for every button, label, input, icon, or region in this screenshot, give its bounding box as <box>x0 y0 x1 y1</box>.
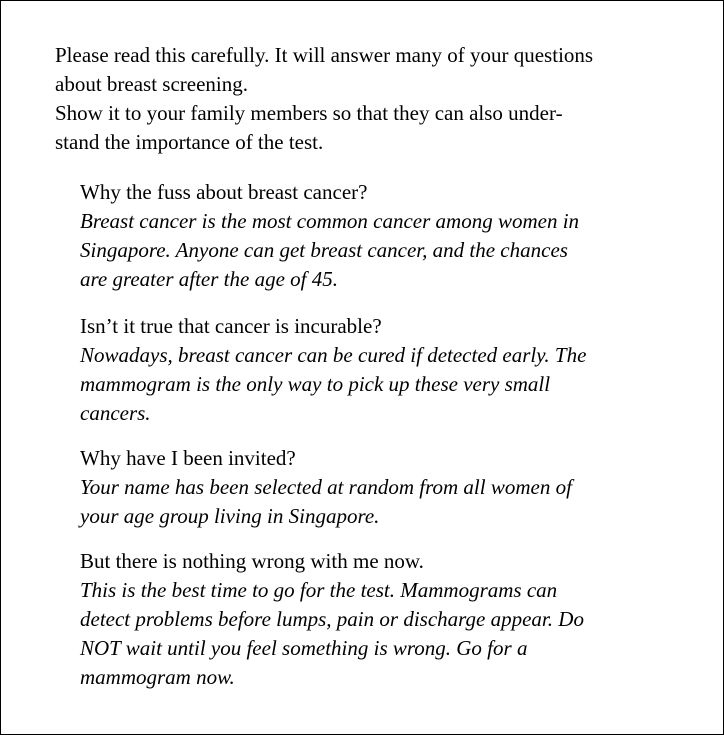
faq-answer-line: your age group living in Singapore. <box>80 504 380 528</box>
faq-answer-line: Nowadays, breast cancer can be cured if detected early. The <box>80 343 587 367</box>
intro-line: Please read this carefully. It will answer many of your questions <box>55 43 594 67</box>
faq-answer-line: are greater after the age of 45. <box>80 267 338 291</box>
faq-answer-line: NOT wait until you feel something is wrong. Go for a <box>80 636 528 660</box>
faq-question: Isn’t it true that cancer is incurable? <box>80 314 382 338</box>
faq-answer-line: detect problems before lumps, pain or discharge appear. Do <box>80 607 584 631</box>
faq-question: Why the fuss about breast cancer? <box>80 180 368 204</box>
faq-answer-line: Your name has been selected at random from all women of <box>80 475 572 499</box>
faq-item-invited <box>80 444 690 531</box>
faq-item-fuss <box>80 178 690 294</box>
faq-question: Why have I been invited? <box>80 446 296 470</box>
faq-answer-line: mammogram is the only way to pick up these very small <box>80 372 551 396</box>
faq-answer-line: This is the best time to go for the test. Mammograms can <box>80 578 558 602</box>
intro-line: stand the importance of the test. <box>55 130 324 154</box>
faq-question: But there is nothing wrong with me now. <box>80 549 424 573</box>
intro-paragraph <box>55 41 685 157</box>
faq-item-nothing-wrong <box>80 547 690 692</box>
faq-item-incurable <box>80 312 690 428</box>
faq-answer-line: Singapore. Anyone can get breast cancer, and the chances <box>80 238 568 262</box>
faq-answer-line: mammogram now. <box>80 665 235 689</box>
intro-line: Show it to your family members so that they can also under- <box>55 101 563 125</box>
faq-answer-line: cancers. <box>80 401 151 425</box>
intro-line: about breast screening. <box>55 72 249 96</box>
faq-answer-line: Breast cancer is the most common cancer among women in <box>80 209 580 233</box>
